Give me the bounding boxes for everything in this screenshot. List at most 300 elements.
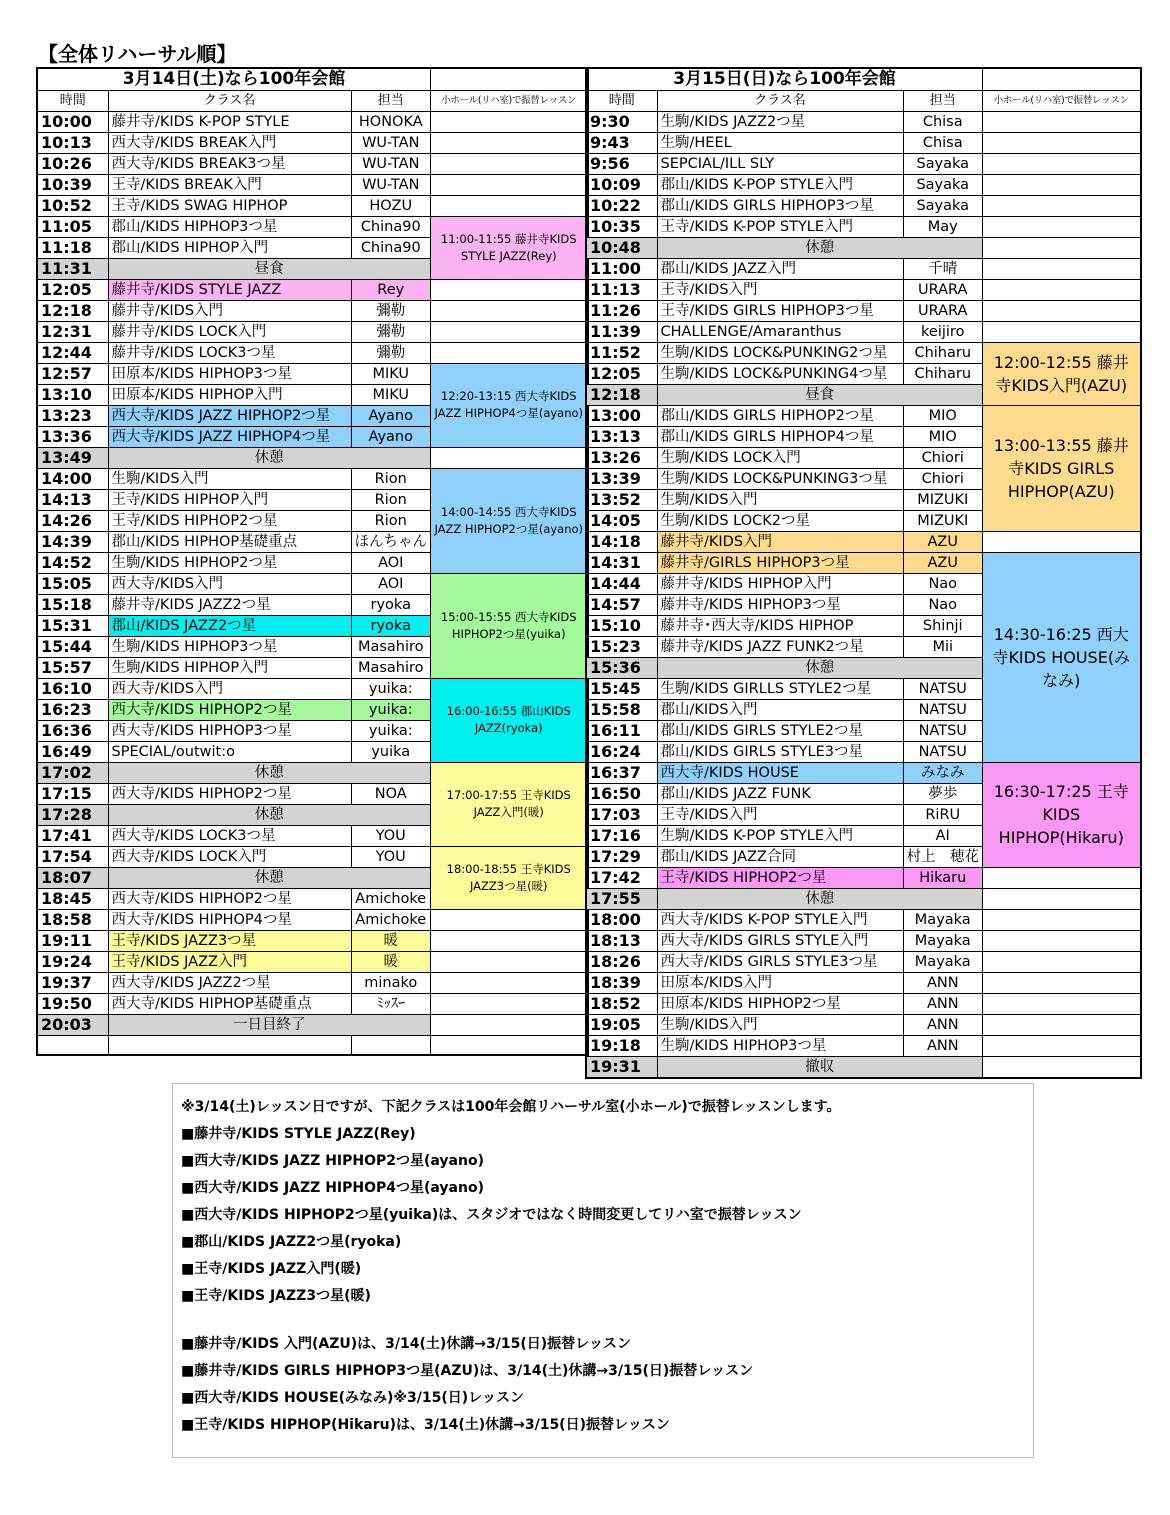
class-name-cell: 郡山/KIDS GIRLS STYLE2つ星	[657, 720, 903, 741]
instructor-cell: Nao	[903, 594, 983, 615]
empty-note-cell	[983, 195, 1141, 216]
schedule-row	[586, 909, 1141, 930]
time-cell: 15:58	[586, 699, 657, 720]
time-cell: 18:13	[586, 930, 657, 951]
class-name-cell: 生駒/KIDS HIPHOP3つ星	[108, 636, 351, 657]
time-cell: 16:10	[37, 678, 108, 699]
empty-note-cell	[983, 888, 1141, 909]
instructor-cell: yuika:	[351, 699, 431, 720]
schedule-row	[37, 951, 588, 972]
empty-note-cell	[983, 174, 1141, 195]
class-name-cell: 生駒/KIDS HIPHOP3つ星	[657, 1035, 903, 1056]
time-cell: 15:23	[586, 636, 657, 657]
instructor-column-header: 担当	[903, 90, 983, 111]
instructor-cell: URARA	[903, 279, 983, 300]
schedule-row	[37, 930, 588, 951]
schedule-row	[586, 1035, 1141, 1056]
instructor-cell: AOI	[351, 552, 431, 573]
instructor-cell: Mayaka	[903, 909, 983, 930]
time-cell: 18:39	[586, 972, 657, 993]
schedule-row	[37, 447, 588, 468]
class-name-cell: 藤井寺/GIRLS HIPHOP3つ星	[657, 552, 903, 573]
instructor-cell: Mayaka	[903, 951, 983, 972]
time-cell: 15:18	[37, 594, 108, 615]
empty-note-cell	[983, 1014, 1141, 1035]
time-cell: 10:00	[37, 111, 108, 132]
notice-line: ■藤井寺/KIDS 入門(AZU)は、3/14(土)休講→3/15(日)振替レッスン	[181, 1336, 631, 1352]
time-cell: 14:00	[37, 468, 108, 489]
instructor-cell: MIO	[903, 405, 983, 426]
schedule-row	[586, 1056, 1141, 1078]
empty-note-cell	[431, 300, 588, 321]
empty-note-cell	[983, 300, 1141, 321]
time-cell: 13:36	[37, 426, 108, 447]
time-cell: 15:05	[37, 573, 108, 594]
instructor-cell: Amichoke	[351, 909, 431, 930]
time-cell: 14:05	[586, 510, 657, 531]
empty-note-cell	[983, 237, 1141, 258]
class-name-cell: 藤井寺/KIDS入門	[108, 300, 351, 321]
class-name-cell: 田原本/KIDS HIPHOP2つ星	[657, 993, 903, 1014]
class-name-cell: 西大寺/KIDS HIPHOP3つ星	[108, 720, 351, 741]
instructor-cell: AOI	[351, 573, 431, 594]
schedule-row	[586, 153, 1141, 174]
instructor-cell: MIZUKI	[903, 510, 983, 531]
empty-note-cell	[983, 993, 1141, 1014]
instructor-cell: Ayano	[351, 405, 431, 426]
instructor-cell: Sayaka	[903, 174, 983, 195]
instructor-cell: 彌勒	[351, 321, 431, 342]
class-name-cell: 田原本/KIDS入門	[657, 972, 903, 993]
instructor-cell: AZU	[903, 552, 983, 573]
time-cell: 9:56	[586, 153, 657, 174]
substitute-lesson-note: 13:00-13:55 藤井寺KIDS GIRLS HIPHOP(AZU)	[983, 405, 1141, 531]
empty-note-cell	[983, 153, 1141, 174]
schedule-row	[586, 258, 1141, 279]
empty-note-cell	[431, 342, 588, 363]
empty-note-cell	[431, 930, 588, 951]
instructor-cell: Sayaka	[903, 195, 983, 216]
time-cell: 14:26	[37, 510, 108, 531]
class-name-cell: 郡山/KIDS JAZZ入門	[657, 258, 903, 279]
class-name-cell: 西大寺/KIDS BREAK3つ星	[108, 153, 351, 174]
empty-note-cell	[983, 216, 1141, 237]
class-name-cell: 西大寺/KIDS GIRLS STYLE入門	[657, 930, 903, 951]
time-cell: 15:36	[586, 657, 657, 678]
time-cell: 14:18	[586, 531, 657, 552]
instructor-cell: Rion	[351, 468, 431, 489]
empty-note-cell	[983, 111, 1141, 132]
schedule-row	[586, 888, 1141, 909]
schedule-row	[37, 972, 588, 993]
time-cell: 19:37	[37, 972, 108, 993]
instructor-cell: Shinji	[903, 615, 983, 636]
class-name-cell: 生駒/KIDS JAZZ2つ星	[657, 111, 903, 132]
saturday-schedule-table	[36, 67, 589, 1056]
time-cell: 12:05	[586, 363, 657, 384]
time-cell: 17:29	[586, 846, 657, 867]
substitute-lesson-note: 18:00-18:55 王寺KIDS JAZZ3つ星(暖)	[431, 846, 588, 909]
time-cell: 18:07	[37, 867, 108, 888]
schedule-row	[37, 1014, 588, 1035]
class-name-cell: 西大寺/KIDS GIRLS STYLE3つ星	[657, 951, 903, 972]
schedule-row	[37, 909, 588, 930]
instructor-cell: YOU	[351, 825, 431, 846]
instructor-cell: ﾐｯｽｰ	[351, 993, 431, 1014]
note-column-header: 小ホール(リハ室)で振替レッスン	[983, 90, 1141, 111]
class-name-cell: 郡山/KIDS HIPHOP3つ星	[108, 216, 351, 237]
schedule-row	[37, 174, 588, 195]
time-cell: 16:24	[586, 741, 657, 762]
empty-note-cell	[983, 1035, 1141, 1056]
time-cell: 16:50	[586, 783, 657, 804]
class-name-cell: 西大寺/KIDS HIPHOP2つ星	[108, 699, 351, 720]
instructor-cell: AI	[903, 825, 983, 846]
instructor-cell: ANN	[903, 1014, 983, 1035]
instructor-cell: Chiharu	[903, 363, 983, 384]
time-cell: 12:44	[37, 342, 108, 363]
schedule-row	[37, 279, 588, 300]
time-cell: 13:10	[37, 384, 108, 405]
class-name-cell: 西大寺/KIDS JAZZ2つ星	[108, 972, 351, 993]
instructor-cell: 暖	[351, 951, 431, 972]
instructor-column-header: 担当	[351, 90, 431, 111]
class-name-cell: 西大寺/KIDS LOCK3つ星	[108, 825, 351, 846]
break-cell: 休憩	[108, 804, 431, 825]
time-cell: 11:18	[37, 237, 108, 258]
empty-note-cell	[983, 867, 1141, 888]
break-cell: 休憩	[108, 762, 431, 783]
substitute-lesson-note: 16:00-16:55 郡山KIDS JAZZ(ryoka)	[431, 678, 588, 762]
schedule-row	[37, 153, 588, 174]
schedule-row	[37, 468, 588, 489]
schedule-row	[586, 195, 1141, 216]
instructor-cell: ryoka	[351, 594, 431, 615]
notice-line: ■王寺/KIDS JAZZ入門(暖)	[181, 1261, 362, 1277]
time-cell: 14:52	[37, 552, 108, 573]
class-name-cell: 藤井寺/KIDS STYLE JAZZ	[108, 279, 351, 300]
class-name-cell: 王寺/KIDS HIPHOP2つ星	[108, 510, 351, 531]
empty-note-cell	[983, 930, 1141, 951]
time-column-header: 時間	[37, 90, 108, 111]
substitute-lesson-note: 12:00-12:55 藤井寺KIDS入門(AZU)	[983, 342, 1141, 405]
instructor-cell: yuika	[351, 741, 431, 762]
class-name-cell: 藤井寺/KIDS HIPHOP3つ星	[657, 594, 903, 615]
class-name-cell: 生駒/KIDS LOCK入門	[657, 447, 903, 468]
time-cell: 12:18	[37, 300, 108, 321]
instructor-cell: 千晴	[903, 258, 983, 279]
class-column-header: クラス名	[657, 90, 903, 111]
class-name-cell: 生駒/KIDS入門	[657, 489, 903, 510]
schedule-row	[37, 216, 588, 237]
time-cell: 13:26	[586, 447, 657, 468]
schedule-row	[37, 363, 588, 384]
class-name-cell: 郡山/KIDS HIPHOP基礎重点	[108, 531, 351, 552]
empty-note-cell	[431, 279, 588, 300]
break-cell: 昼食	[657, 384, 983, 405]
time-cell: 13:39	[586, 468, 657, 489]
instructor-cell: みなみ	[903, 762, 983, 783]
time-cell: 10:35	[586, 216, 657, 237]
time-cell: 10:48	[586, 237, 657, 258]
class-name-cell: SEPCIAL/ILL SLY	[657, 153, 903, 174]
empty-note-cell	[431, 951, 588, 972]
empty-note-cell	[431, 972, 588, 993]
class-name-cell: 王寺/KIDS HIPHOP入門	[108, 489, 351, 510]
notice-line: ■王寺/KIDS JAZZ3つ星(暖)	[181, 1288, 371, 1304]
time-cell: 16:11	[586, 720, 657, 741]
instructor-cell: Ayano	[351, 426, 431, 447]
empty-row	[37, 1035, 588, 1055]
saturday-day-header-blank	[431, 68, 588, 90]
empty-note-cell	[983, 279, 1141, 300]
time-cell: 19:18	[586, 1035, 657, 1056]
substitute-lesson-note: 15:00-15:55 西大寺KIDS HIPHOP2つ星(yuika)	[431, 573, 588, 678]
class-column-header: クラス名	[108, 90, 351, 111]
class-name-cell: 王寺/KIDS SWAG HIPHOP	[108, 195, 351, 216]
schedule-row	[586, 279, 1141, 300]
class-name-cell: 生駒/KIDS LOCK&PUNKING3つ星	[657, 468, 903, 489]
time-cell: 10:52	[37, 195, 108, 216]
class-name-cell: 西大寺/KIDS BREAK入門	[108, 132, 351, 153]
time-cell: 19:11	[37, 930, 108, 951]
break-cell: 休憩	[657, 657, 983, 678]
class-name-cell: 王寺/KIDS入門	[657, 804, 903, 825]
class-name-cell: 西大寺/KIDS JAZZ HIPHOP2つ星	[108, 405, 351, 426]
class-name-cell: 生駒/KIDS HIPHOP2つ星	[108, 552, 351, 573]
schedule-row	[586, 1014, 1141, 1035]
instructor-cell: China90	[351, 216, 431, 237]
instructor-cell: ANN	[903, 993, 983, 1014]
empty-note-cell	[983, 972, 1141, 993]
class-name-cell: 生駒/KIDS LOCK&PUNKING2つ星	[657, 342, 903, 363]
break-cell: 休憩	[657, 888, 983, 909]
notice-line: ■藤井寺/KIDS GIRLS HIPHOP3つ星(AZU)は、3/14(土)休講→3/15(日)振替レッスン	[181, 1363, 754, 1379]
time-cell: 11:13	[586, 279, 657, 300]
substitute-lesson-note: 14:30-16:25 西大寺KIDS HOUSE(みなみ)	[983, 552, 1141, 762]
time-cell: 17:02	[37, 762, 108, 783]
class-name-cell: 西大寺/KIDS K-POP STYLE入門	[657, 909, 903, 930]
instructor-cell: yuika:	[351, 678, 431, 699]
schedule-row	[586, 972, 1141, 993]
empty-note-cell	[431, 153, 588, 174]
instructor-cell: Rion	[351, 510, 431, 531]
time-cell: 18:26	[586, 951, 657, 972]
saturday-column-header-row	[37, 90, 588, 111]
notice-line: ■西大寺/KIDS HOUSE(みなみ)※3/15(日)レッスン	[181, 1390, 525, 1406]
instructor-cell: 彌勒	[351, 300, 431, 321]
instructor-cell: AZU	[903, 531, 983, 552]
time-cell: 10:39	[37, 174, 108, 195]
schedule-row	[586, 342, 1141, 363]
schedule-row	[586, 174, 1141, 195]
empty-note-cell	[983, 258, 1141, 279]
instructor-cell: MIKU	[351, 363, 431, 384]
notice-line: ■藤井寺/KIDS STYLE JAZZ(Rey)	[181, 1126, 416, 1142]
class-name-cell: 郡山/KIDS JAZZ2つ星	[108, 615, 351, 636]
schedule-row	[37, 132, 588, 153]
schedule-row	[37, 321, 588, 342]
instructor-cell: 夢歩	[903, 783, 983, 804]
time-cell: 17:15	[37, 783, 108, 804]
time-cell: 13:52	[586, 489, 657, 510]
time-cell: 17:03	[586, 804, 657, 825]
class-name-cell: 生駒/HEEL	[657, 132, 903, 153]
schedule-row	[586, 111, 1141, 132]
instructor-cell: Hikaru	[903, 867, 983, 888]
schedule-row	[586, 237, 1141, 258]
instructor-cell: Chiori	[903, 447, 983, 468]
sunday-day-header: 3月15日(日)なら100年会館	[586, 68, 983, 90]
instructor-cell: May	[903, 216, 983, 237]
empty-note-cell	[431, 1014, 588, 1035]
substitute-lesson-note: 12:20-13:15 西大寺KIDS JAZZ HIPHOP4つ星(ayano)	[431, 363, 588, 447]
schedule-row	[37, 678, 588, 699]
break-cell: 休憩	[657, 237, 983, 258]
instructor-cell: Chiharu	[903, 342, 983, 363]
empty-cell	[431, 1035, 588, 1055]
break-cell: 撤収	[657, 1056, 983, 1078]
time-cell: 19:05	[586, 1014, 657, 1035]
schedule-row	[586, 132, 1141, 153]
class-name-cell: 藤井寺/KIDS入門	[657, 531, 903, 552]
break-cell: 昼食	[108, 258, 431, 279]
notice-line: ■郡山/KIDS JAZZ2つ星(ryoka)	[181, 1234, 402, 1250]
time-cell: 12:05	[37, 279, 108, 300]
class-name-cell: 田原本/KIDS HIPHOP入門	[108, 384, 351, 405]
class-name-cell: 藤井寺/KIDS LOCK入門	[108, 321, 351, 342]
schedule-row	[37, 300, 588, 321]
time-cell: 16:49	[37, 741, 108, 762]
time-cell: 11:31	[37, 258, 108, 279]
sunday-column-header-row	[586, 90, 1141, 111]
class-name-cell: 生駒/KIDS入門	[108, 468, 351, 489]
class-name-cell: 郡山/KIDS JAZZ FUNK	[657, 783, 903, 804]
time-cell: 19:31	[586, 1056, 657, 1078]
class-name-cell: 生駒/KIDS LOCK2つ星	[657, 510, 903, 531]
schedule-row	[37, 573, 588, 594]
empty-note-cell	[983, 321, 1141, 342]
class-name-cell: SPECIAL/outwit:o	[108, 741, 351, 762]
time-cell: 16:23	[37, 699, 108, 720]
sunday-day-header-row	[586, 68, 1141, 90]
class-name-cell: 生駒/KIDS LOCK&PUNKING4つ星	[657, 363, 903, 384]
time-cell: 18:52	[586, 993, 657, 1014]
class-name-cell: 王寺/KIDS JAZZ3つ星	[108, 930, 351, 951]
class-name-cell: 西大寺/KIDS LOCK入門	[108, 846, 351, 867]
empty-note-cell	[431, 447, 588, 468]
time-cell: 17:41	[37, 825, 108, 846]
class-name-cell: 西大寺/KIDS HIPHOP2つ星	[108, 783, 351, 804]
break-cell: 休憩	[108, 867, 431, 888]
class-name-cell: 藤井寺/KIDS JAZZ FUNK2つ星	[657, 636, 903, 657]
time-cell: 18:00	[586, 909, 657, 930]
empty-note-cell	[983, 909, 1141, 930]
schedule-row	[586, 552, 1141, 573]
schedule-row	[586, 951, 1141, 972]
substitute-lesson-note: 17:00-17:55 王寺KIDS JAZZ入門(暖)	[431, 762, 588, 846]
time-cell: 10:26	[37, 153, 108, 174]
class-name-cell: 王寺/KIDS入門	[657, 279, 903, 300]
break-cell: 一日目終了	[108, 1014, 431, 1035]
instructor-cell: WU-TAN	[351, 174, 431, 195]
time-cell: 11:00	[586, 258, 657, 279]
class-name-cell: 生駒/KIDS K-POP STYLE入門	[657, 825, 903, 846]
schedule-row	[586, 867, 1141, 888]
schedule-row	[586, 321, 1141, 342]
class-name-cell: 生駒/KIDS入門	[657, 1014, 903, 1035]
time-cell: 15:57	[37, 657, 108, 678]
notice-box	[172, 1083, 1034, 1458]
time-column-header: 時間	[586, 90, 657, 111]
class-name-cell: 西大寺/KIDS HIPHOP2つ星	[108, 888, 351, 909]
substitute-lesson-note: 11:00-11:55 藤井寺KIDS STYLE JAZZ(Rey)	[431, 216, 588, 279]
empty-note-cell	[983, 132, 1141, 153]
class-name-cell: 藤井寺/KIDS JAZZ2つ星	[108, 594, 351, 615]
class-name-cell: 藤井寺/KIDS K-POP STYLE	[108, 111, 351, 132]
schedule-row	[586, 930, 1141, 951]
time-cell: 16:37	[586, 762, 657, 783]
instructor-cell: YOU	[351, 846, 431, 867]
instructor-cell: yuika:	[351, 720, 431, 741]
instructor-cell: MIZUKI	[903, 489, 983, 510]
instructor-cell: keijiro	[903, 321, 983, 342]
empty-note-cell	[983, 951, 1141, 972]
schedule-row	[37, 342, 588, 363]
instructor-cell: minako	[351, 972, 431, 993]
time-cell: 11:39	[586, 321, 657, 342]
notice-line: ■西大寺/KIDS JAZZ HIPHOP4つ星(ayano)	[181, 1180, 484, 1196]
instructor-cell: 彌勒	[351, 342, 431, 363]
time-cell: 14:39	[37, 531, 108, 552]
schedule-row	[37, 111, 588, 132]
instructor-cell: Chisa	[903, 132, 983, 153]
instructor-cell: Mayaka	[903, 930, 983, 951]
instructor-cell: ANN	[903, 1035, 983, 1056]
instructor-cell: URARA	[903, 300, 983, 321]
schedule-row	[586, 405, 1141, 426]
time-cell: 15:45	[586, 678, 657, 699]
schedule-row	[586, 531, 1141, 552]
class-name-cell: CHALLENGE/Amaranthus	[657, 321, 903, 342]
class-name-cell: 王寺/KIDS K-POP STYLE入門	[657, 216, 903, 237]
class-name-cell: 郡山/KIDS入門	[657, 699, 903, 720]
notice-line: ■王寺/KIDS HIPHOP(Hikaru)は、3/14(土)休講→3/15(日)振替レッスン	[181, 1417, 670, 1433]
time-cell: 15:31	[37, 615, 108, 636]
instructor-cell: ANN	[903, 972, 983, 993]
empty-note-cell	[431, 321, 588, 342]
class-name-cell: 王寺/KIDS JAZZ入門	[108, 951, 351, 972]
instructor-cell: NATSU	[903, 741, 983, 762]
empty-note-cell	[431, 132, 588, 153]
schedule-row	[586, 216, 1141, 237]
schedule-row	[586, 762, 1141, 783]
class-name-cell: 郡山/KIDS GIRLS STYLE3つ星	[657, 741, 903, 762]
time-cell: 16:36	[37, 720, 108, 741]
time-cell: 12:57	[37, 363, 108, 384]
substitute-lesson-note: 16:30-17:25 王寺KIDS HIPHOP(Hikaru)	[983, 762, 1141, 867]
schedule-row	[37, 195, 588, 216]
time-cell: 19:50	[37, 993, 108, 1014]
schedule-row	[586, 300, 1141, 321]
time-cell: 17:54	[37, 846, 108, 867]
time-cell: 12:31	[37, 321, 108, 342]
instructor-cell: Amichoke	[351, 888, 431, 909]
time-cell: 9:30	[586, 111, 657, 132]
empty-note-cell	[431, 174, 588, 195]
instructor-cell: NATSU	[903, 720, 983, 741]
instructor-cell: 村上 穂花	[903, 846, 983, 867]
